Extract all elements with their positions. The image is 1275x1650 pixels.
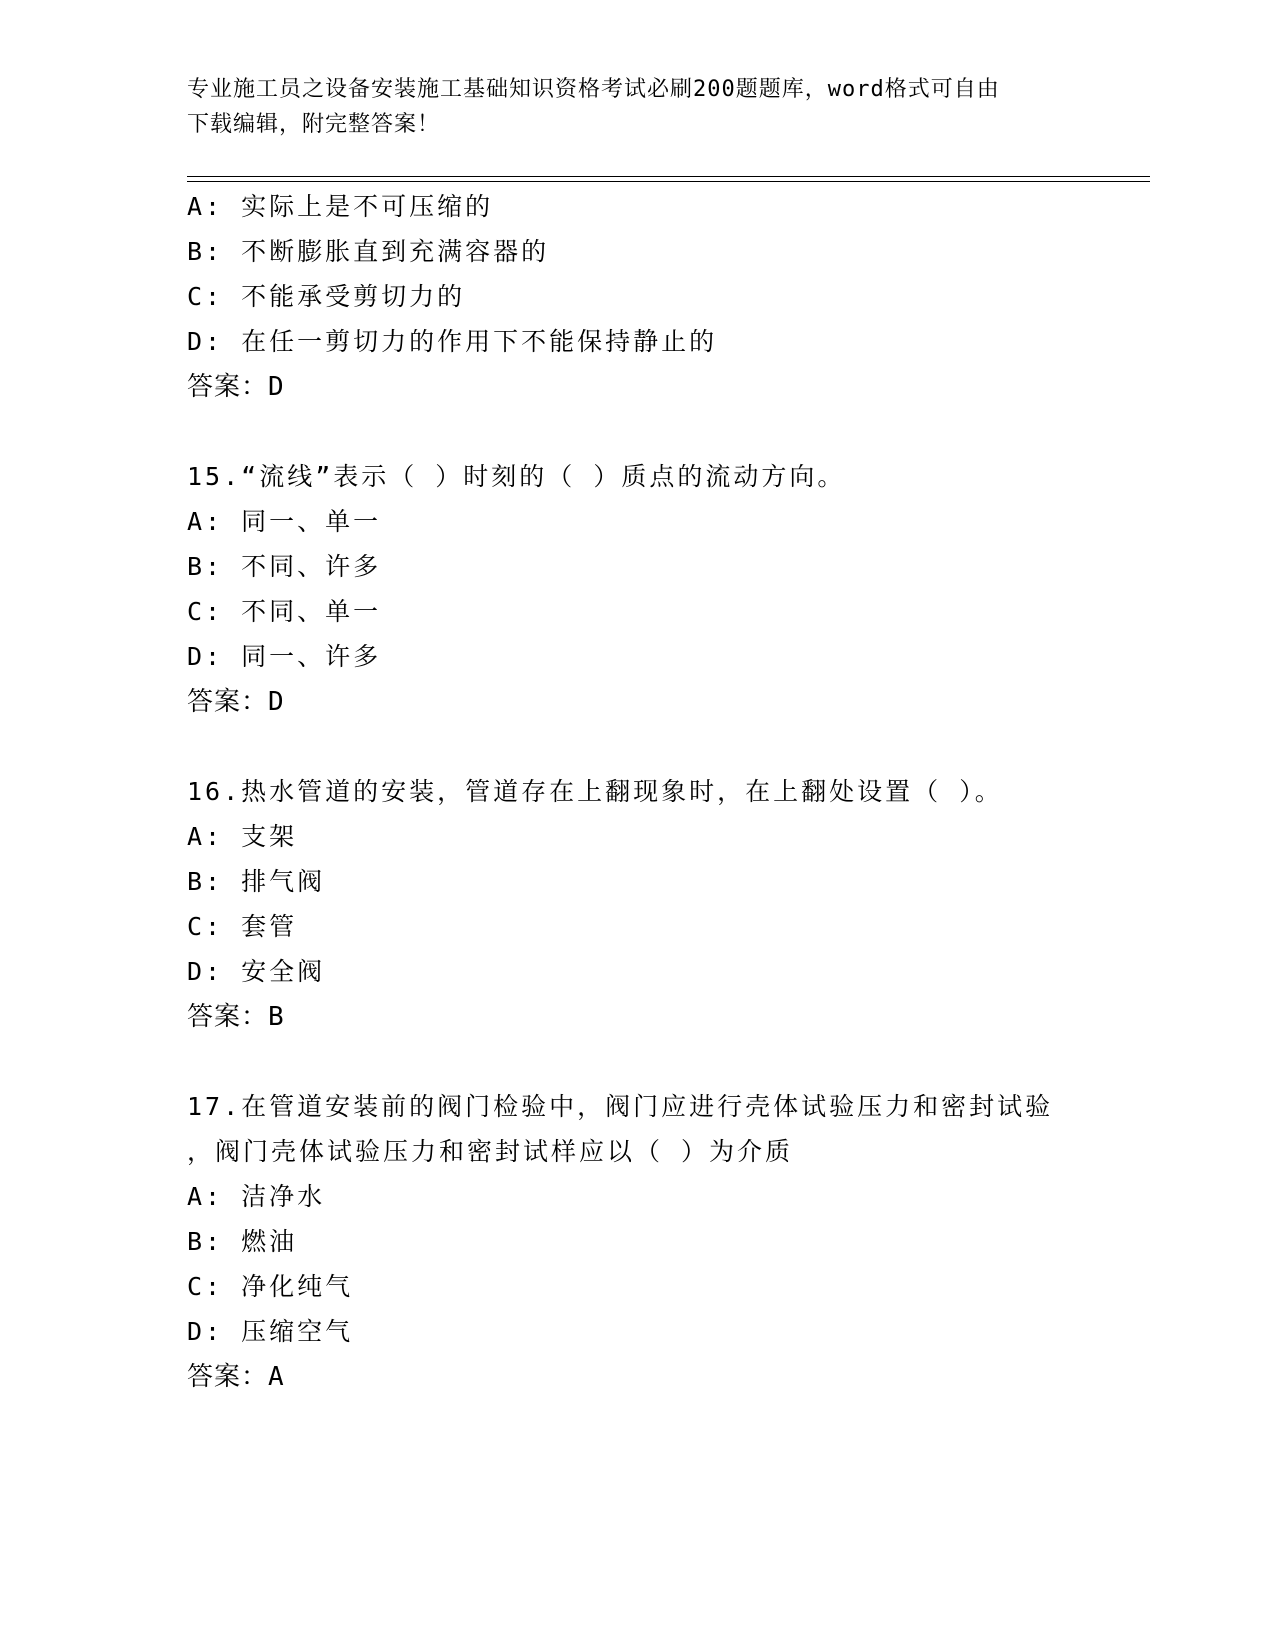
q16-option-c: C: 套管: [187, 912, 298, 941]
q15-option-d: D: 同一、许多: [187, 642, 382, 671]
answer-value: D: [268, 687, 284, 717]
answer-value: B: [268, 1002, 284, 1032]
q14-option-d: D: 在任一剪切力的作用下不能保持静止的: [187, 327, 718, 356]
header-divider-bottom: [187, 181, 1150, 182]
q17-question-line-2: ，阀门壳体试验压力和密封试样应以（ ）为介质: [187, 1137, 794, 1166]
q15-option-b: B: 不同、许多: [187, 552, 382, 581]
answer-label: 答案：: [187, 1002, 269, 1032]
q14-answer: [187, 372, 284, 402]
answer-value: D: [268, 372, 284, 402]
q16-question: 16.热水管道的安装，管道存在上翻现象时，在上翻处设置（ ）。: [187, 777, 1003, 806]
q14-option-c: C: 不能承受剪切力的: [187, 282, 466, 311]
q16-option-a: A: 支架: [187, 822, 298, 851]
q17-option-d: D: 压缩空气: [187, 1317, 354, 1346]
q17-option-b: B: 燃油: [187, 1227, 298, 1256]
answer-label: 答案：: [187, 1362, 269, 1392]
answer-value: A: [268, 1362, 284, 1392]
q16-option-b: B: 排气阀: [187, 867, 326, 896]
answer-label: 答案：: [187, 687, 269, 717]
answer-label: 答案：: [187, 372, 269, 402]
document-header: [187, 72, 1087, 142]
q14-option-b: B: 不断膨胀直到充满容器的: [187, 237, 550, 266]
q15-option-c: C: 不同、单一: [187, 597, 382, 626]
q16-answer: [187, 1002, 284, 1032]
q17-option-c: C: 净化纯气: [187, 1272, 354, 1301]
q14-option-a: A: 实际上是不可压缩的: [187, 192, 494, 221]
q15-answer: [187, 687, 284, 717]
header-divider-top: [187, 176, 1150, 177]
q15-question: 15.“流线”表示（ ）时刻的（ ）质点的流动方向。: [187, 462, 846, 491]
q17-question-line-1: 17.在管道安装前的阀门检验中，阀门应进行壳体试验压力和密封试验: [187, 1092, 1054, 1121]
header-line-2: 下载编辑，附完整答案！: [187, 112, 441, 137]
q15-option-a: A: 同一、单一: [187, 507, 382, 536]
header-line-1: 专业施工员之设备安装施工基础知识资格考试必刷200题题库，word格式可自由: [187, 77, 1000, 102]
q17-answer: [187, 1362, 284, 1392]
q16-option-d: D: 安全阀: [187, 957, 326, 986]
q17-option-a: A: 洁净水: [187, 1182, 326, 1211]
